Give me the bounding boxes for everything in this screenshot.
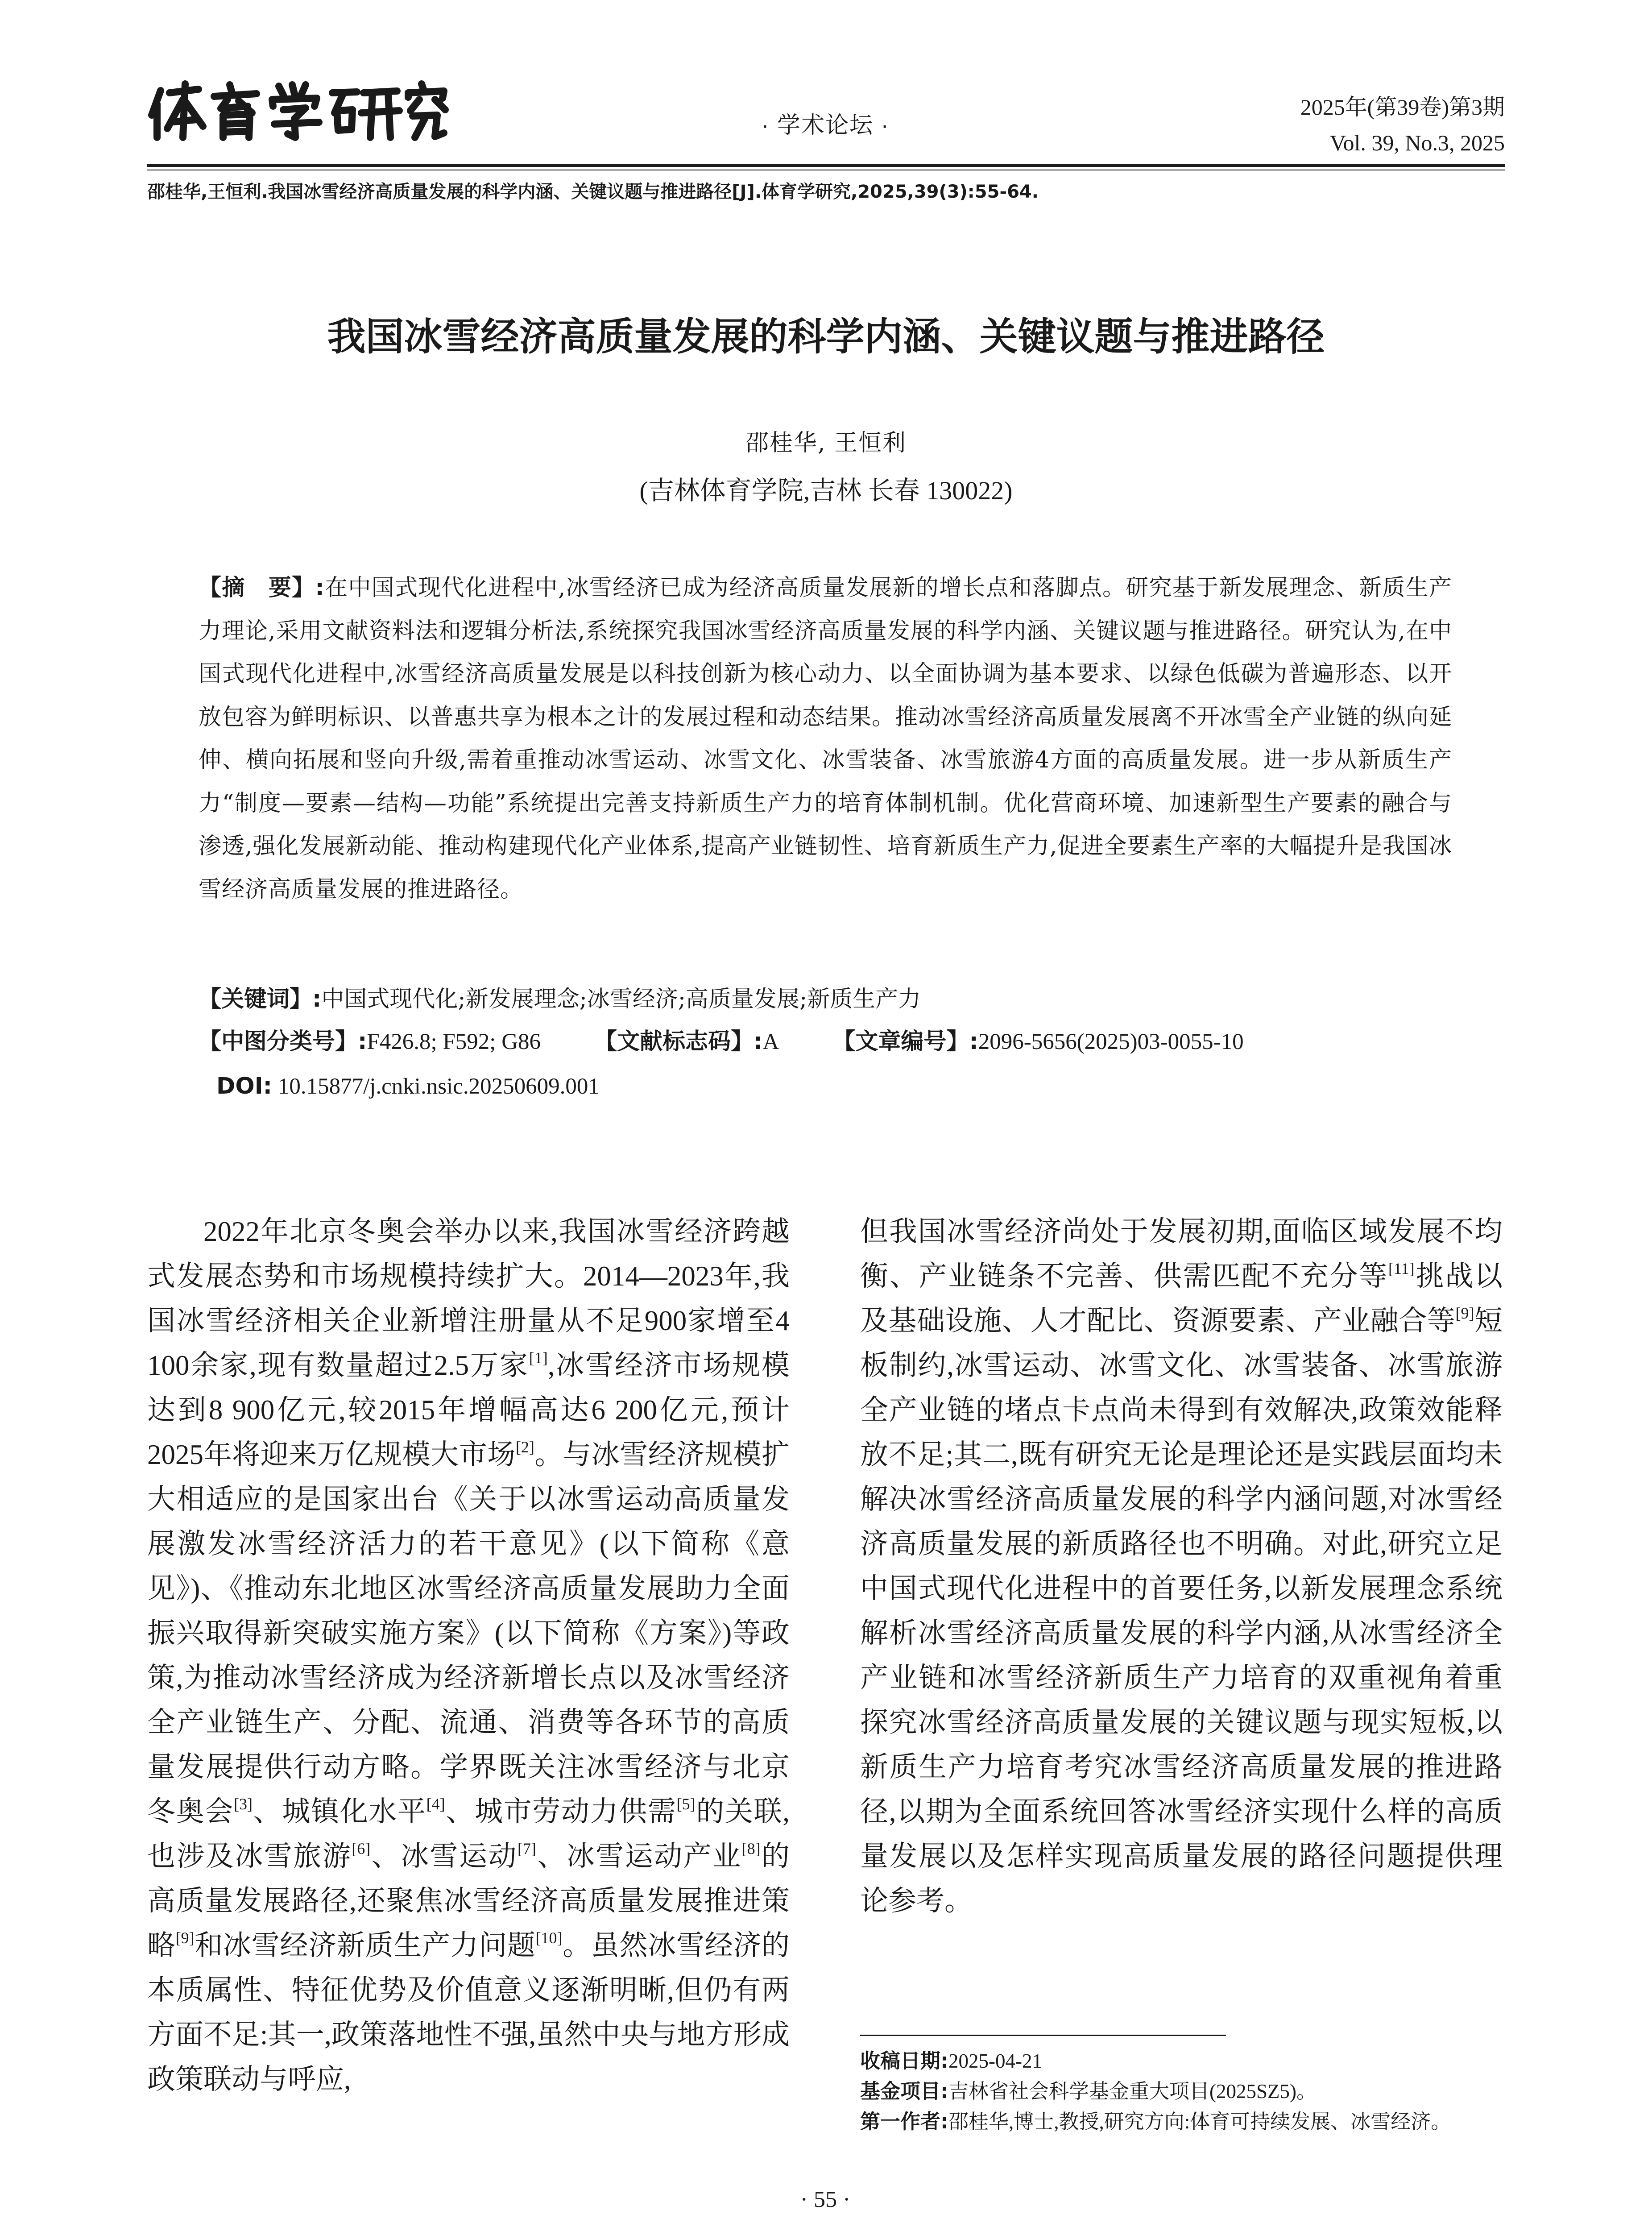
reference-mark[interactable]: [11] (1388, 1260, 1415, 1277)
reference-mark[interactable]: [4] (426, 1795, 445, 1813)
body-paragraph-right: 但我国冰雪经济尚处于发展初期,面临区域发展不均衡、产业链条不完善、供需匹配不充分等[11]挑战以及基础设施、人才配比、资源要素、产业融合等[9]短板制约,冰雪运动、冰雪文化、冰雪装备、冰雪旅游全产业链的堵点卡点尚未得到有效解决,政策效能释放不足;其二,既有研究无论是理论还是实践层面均未解决冰雪经济高质量发展的科学内涵问题,对冰雪经济高质量发展的新质路径也不明确。对此,研究立足中国式现代化进程中的首要任务,以新发展理念系统解析冰雪经济高质量发展的科学内涵,从冰雪经济全产业链和冰雪经济新质生产力培育的双重视角着重探究冰雪经济高质量发展的关键议题与现实短板,以新质生产力培育考究冰雪经济高质量发展的推进路径,以期为全面系统回答冰雪经济实现什么样的高质量发展以及怎样实现高质量发展的路径问题提供理论参考。 (860, 1216, 1503, 1916)
column-tag: · 学术论坛 · (761, 112, 890, 138)
footnote-rule (860, 2035, 1226, 2036)
reference-mark[interactable]: [9] (1455, 1304, 1474, 1322)
calligraphy-logo-icon (147, 79, 451, 142)
doc-code-value: A (762, 1029, 779, 1054)
header-rule (147, 164, 1505, 167)
doc-code-label: 【文献标志码】: (594, 1028, 763, 1055)
footnote (860, 2046, 1503, 2137)
reference-mark[interactable]: [10] (535, 1929, 563, 1947)
keywords-text: 中国式现代化;新发展理念;冰雪经济;高质量发展;新质生产力 (321, 986, 921, 1012)
classification-line (199, 1024, 1452, 1060)
issue-info (1300, 89, 1505, 161)
clc-value: F426.8; F592; G86 (367, 1029, 541, 1054)
reference-mark[interactable]: [9] (175, 1929, 195, 1947)
reference-mark[interactable]: [3] (234, 1795, 253, 1813)
abstract-text: 在中国式现代化进程中,冰雪经济已成为经济高质量发展新的增长点和落脚点。研究基于新发展理念、新质生产力理论,采用文献资料法和逻辑分析法,系统探究我国冰雪经济高质量发展的科学内涵、关键议题与推进路径。研究认为,在中国式现代化进程中,冰雪经济高质量发展是以科技创新为核心动力、以全面协调为基本要求、以绿色低碳为普遍形态、以开放包容为鲜明标识、以普惠共享为根本之计的发展过程和动态结果。推动冰雪经济高质量发展离不开冰雪全产业链的纵向延伸、横向拓展和竖向升级,需着重推动冰雪运动、冰雪文化、冰雪装备、冰雪旅游4方面的高质量发展。进一步从新质生产力“制度—要素—结构—功能”系统提出完善支持新质生产力的培育体制机制。优化营商环境、加速新型生产要素的融合与渗透,强化发展新动能、推动构建现代化产业体系,提高产业链韧性、培育新质生产力,促进全要素生产率的大幅提升是我国冰雪经济高质量发展的推进路径。 (199, 575, 1452, 903)
abstract (199, 567, 1452, 911)
citation-line: 邵桂华,王恒利.我国冰雪经济高质量发展的科学内涵、关键议题与推进路径[J].体育学研究,2025,39(3):55-64. (147, 182, 1039, 202)
reference-mark[interactable]: [8] (741, 1840, 761, 1858)
issue-cn: 2025年(第39卷)第3期 (1300, 95, 1505, 120)
clc-label: 【中图分类号】: (199, 1028, 367, 1055)
article-title: 我国冰雪经济高质量发展的科学内涵、关键议题与推进路径 (327, 315, 1325, 359)
reference-mark[interactable]: [5] (676, 1795, 696, 1813)
journal-logo (147, 79, 451, 142)
reference-mark[interactable]: [7] (517, 1840, 536, 1858)
body-column-right (860, 1209, 1503, 1923)
abstract-label: 【摘 要】: (199, 575, 325, 601)
body-paragraph-left: 2022年北京冬奥会举办以来,我国冰雪经济跨越式发展态势和市场规模持续扩大。2014—2023年,我国冰雪经济相关企业新增注册量从不足900家增至4 100余家,现有数量超过2.5万家[1],冰雪经济市场规模达到8 900亿元,较2015年增幅高达6 200亿元,预计2025年将迎来万亿规模大市场[2]。与冰雪经济规模扩大相适应的是国家出台《关于以冰雪运动高质量发展激发冰雪经济活力的若干意见》(以下简称《意见》)、《推动东北地区冰雪经济高质量发展助力全面振兴取得新突破实施方案》(以下简称《方案》)等政策,为推动冰雪经济成为经济新增长点以及冰雪经济全产业链生产、分配、流通、消费等各环节的高质量发展提供行动方略。学界既关注冰雪经济与北京冬奥会[3]、城镇化水平[4]、城市劳动力供需[5]的关联,也涉及冰雪旅游[6]、冰雪运动[7]、冰雪运动产业[8]的高质量发展路径,还聚焦冰雪经济高质量发展推进策略[9]和冰雪经济新质生产力问题[10]。虽然冰雪经济的本质属性、特征优势及价值意义逐渐明晰,但仍有两方面不足:其一,政策落地性不强,虽然中央与地方形成政策联动与呼应, (147, 1216, 790, 2095)
page-number: · 55 · (800, 2187, 851, 2212)
doi-label: DOI: (216, 1073, 273, 1099)
authors: 邵桂华, 王恒利 (745, 430, 907, 456)
keywords-label: 【关键词】: (199, 986, 322, 1012)
reference-mark[interactable]: [6] (352, 1840, 371, 1858)
doi-value: 10.15877/j.cnki.nsic.20250609.001 (277, 1074, 600, 1099)
first-author-info: 第一作者:邵桂华,博士,教授,研究方向:体育可持续发展、冰雪经济。 (860, 2110, 1451, 2133)
affiliation: (吉林体育学院,吉林 长春 130022) (639, 476, 1013, 505)
issue-en: Vol. 39, No.3, 2025 (1329, 130, 1505, 155)
reference-mark[interactable]: [2] (515, 1438, 534, 1456)
body-column-left (147, 1209, 790, 2102)
doi-line (216, 1069, 1470, 1104)
article-id-value: 2096-5656(2025)03-0055-10 (978, 1029, 1244, 1054)
article-id-label: 【文章编号】: (832, 1028, 978, 1055)
fund-info: 基金项目:吉林省社会科学基金重大项目(2025SZ5)。 (860, 2079, 1317, 2103)
received-date: 收稿日期:2025-04-21 (860, 2049, 1042, 2073)
keywords (199, 982, 1452, 1017)
reference-mark[interactable]: [1] (529, 1349, 548, 1367)
